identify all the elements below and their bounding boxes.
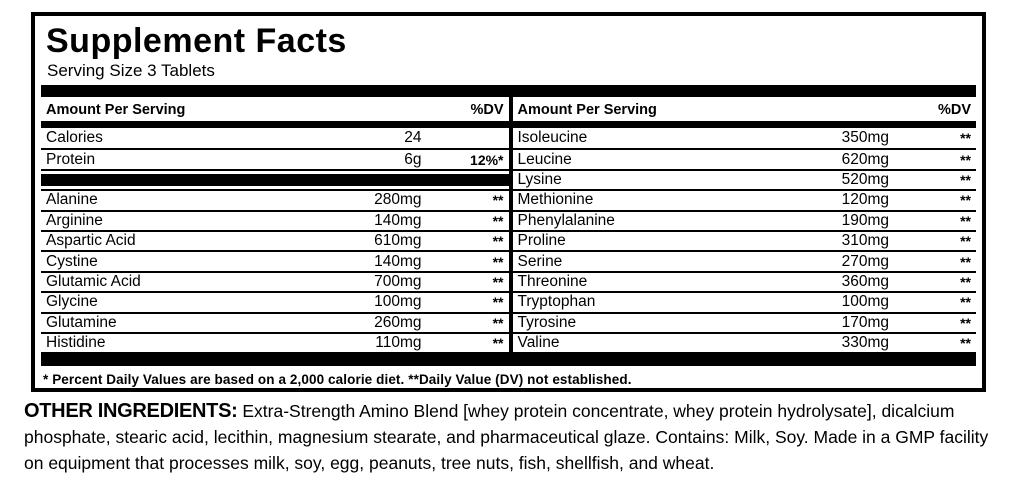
nutrient-dv: ** (960, 233, 971, 250)
nutrient-dv: ** (960, 212, 971, 229)
nutrient-amount: 140mg (374, 211, 422, 229)
nutrient-columns (41, 97, 976, 352)
nutrient-name: Arginine (46, 211, 103, 229)
nutrient-dv: ** (492, 335, 504, 352)
nutrient-name: Tryptophan (517, 293, 596, 311)
other-ingredients-paragraph (24, 398, 1012, 476)
nutrient-amount: 350mg (841, 129, 889, 147)
left-column (41, 97, 509, 352)
nutrient-row (513, 148, 977, 168)
nutrient-dv: ** (492, 192, 504, 209)
nutrient-row (513, 210, 977, 230)
nutrient-row (41, 210, 509, 230)
nutrient-name: Proline (517, 232, 566, 250)
nutrient-name: Aspartic Acid (46, 232, 136, 250)
nutrient-name: Alanine (46, 191, 98, 209)
nutrient-dv: ** (960, 314, 971, 331)
nutrient-amount: 260mg (374, 313, 422, 331)
nutrient-row (41, 312, 509, 332)
nutrient-amount: 140mg (374, 252, 422, 270)
nutrient-dv: ** (492, 314, 504, 331)
nutrient-row (41, 189, 509, 209)
mid-separator-bar-fill (41, 174, 509, 186)
nutrient-amount: 110mg (375, 334, 422, 352)
nutrient-dv: ** (492, 233, 504, 250)
other-ingredients-label: OTHER INGREDIENTS: (24, 400, 238, 422)
amount-per-serving-heading: Amount Per Serving (517, 101, 657, 118)
nutrient-dv: ** (960, 192, 971, 209)
nutrient-dv: ** (492, 253, 504, 270)
nutrient-row (41, 230, 509, 250)
left-column-rows (41, 128, 509, 352)
header-underline-bar (513, 121, 977, 128)
nutrient-row (41, 332, 509, 352)
nutrient-row (41, 148, 509, 168)
left-column-header (41, 97, 509, 121)
nutrient-amount: 520mg (841, 170, 889, 188)
nutrient-dv: ** (960, 294, 971, 311)
nutrient-row (513, 291, 977, 311)
nutrient-amount: 330mg (841, 334, 889, 352)
other-ingredients-text: Extra-Strength Amino Blend [whey protein concentrate, whey protein hydrolysate], dicalcium phosphate, stearic acid, lecithin, magnesium stearate, and pharmaceutical glaze. Contains: Milk, Soy. Made in a GMP facility on equipment that processes milk, soy, egg, peanuts, tree nuts, fish, shellfish, and wheat. (24, 401, 989, 473)
nutrient-name: Glutamic Acid (46, 272, 141, 290)
amount-per-serving-heading: Amount Per Serving (46, 101, 186, 118)
nutrient-name: Serine (517, 252, 563, 270)
nutrient-name: Glutamine (46, 313, 117, 331)
nutrient-row (513, 271, 977, 291)
right-column-rows (513, 128, 977, 352)
nutrient-row (513, 169, 977, 189)
nutrient-amount: 700mg (374, 272, 422, 290)
nutrient-row (513, 332, 977, 352)
dv-heading: %DV (470, 101, 504, 118)
nutrient-amount: 100mg (374, 293, 422, 311)
nutrient-dv: ** (492, 273, 504, 290)
nutrient-name: Methionine (517, 191, 594, 209)
nutrient-amount: 280mg (374, 191, 422, 209)
nutrient-dv: ** (960, 253, 971, 270)
nutrient-name: Threonine (517, 272, 588, 290)
nutrient-dv: ** (960, 171, 971, 188)
dv-heading: %DV (937, 101, 971, 118)
top-separator-bar (41, 85, 976, 97)
dv-footnote: * Percent Daily Values are based on a 2,000 calorie diet. **Daily Value (DV) not established. (43, 372, 632, 388)
nutrient-dv: ** (492, 294, 504, 311)
serving-size: Serving Size 3 Tablets (47, 61, 215, 80)
right-column (509, 97, 977, 352)
nutrient-amount: 24 (404, 129, 422, 147)
nutrient-dv: ** (492, 212, 504, 229)
nutrient-name: Tyrosine (517, 313, 577, 331)
nutrient-row (513, 189, 977, 209)
nutrient-amount: 6g (404, 150, 422, 168)
nutrient-amount: 100mg (841, 293, 889, 311)
nutrient-amount: 360mg (841, 272, 889, 290)
nutrient-row (41, 291, 509, 311)
nutrient-dv: 12%* (470, 151, 504, 168)
bottom-separator-bar (41, 352, 976, 366)
nutrient-row (513, 128, 977, 148)
nutrient-name: Isoleucine (517, 129, 588, 147)
panel-title: Supplement Facts (46, 22, 347, 60)
nutrient-row (41, 250, 509, 270)
nutrient-amount: 610mg (374, 232, 422, 250)
nutrient-name: Protein (46, 150, 96, 168)
nutrient-name: Cystine (46, 252, 98, 270)
nutrient-amount: 190mg (841, 211, 889, 229)
nutrient-name: Leucine (517, 150, 572, 168)
nutrient-amount: 120mg (841, 191, 889, 209)
supplement-facts-panel (31, 12, 986, 392)
nutrient-amount: 310mg (841, 232, 889, 250)
nutrient-name: Histidine (46, 334, 106, 352)
nutrient-dv: ** (960, 130, 971, 147)
nutrient-row (513, 312, 977, 332)
nutrient-name: Phenylalanine (517, 211, 615, 229)
right-column-header (513, 97, 977, 121)
nutrient-row (513, 230, 977, 250)
nutrient-amount: 270mg (841, 252, 889, 270)
nutrient-amount: 620mg (841, 150, 889, 168)
nutrient-row (41, 271, 509, 291)
nutrient-name: Lysine (517, 170, 562, 188)
nutrient-dv: ** (960, 335, 971, 352)
nutrient-row (41, 128, 509, 148)
nutrient-name: Glycine (46, 293, 98, 311)
nutrient-dv: ** (960, 273, 971, 290)
nutrient-row (513, 250, 977, 270)
header-underline-bar (41, 121, 509, 128)
nutrient-amount: 170mg (841, 313, 889, 331)
mid-separator-bar (41, 169, 509, 189)
nutrient-dv: ** (960, 151, 971, 168)
nutrient-name: Valine (517, 334, 560, 352)
nutrient-name: Calories (46, 129, 103, 147)
